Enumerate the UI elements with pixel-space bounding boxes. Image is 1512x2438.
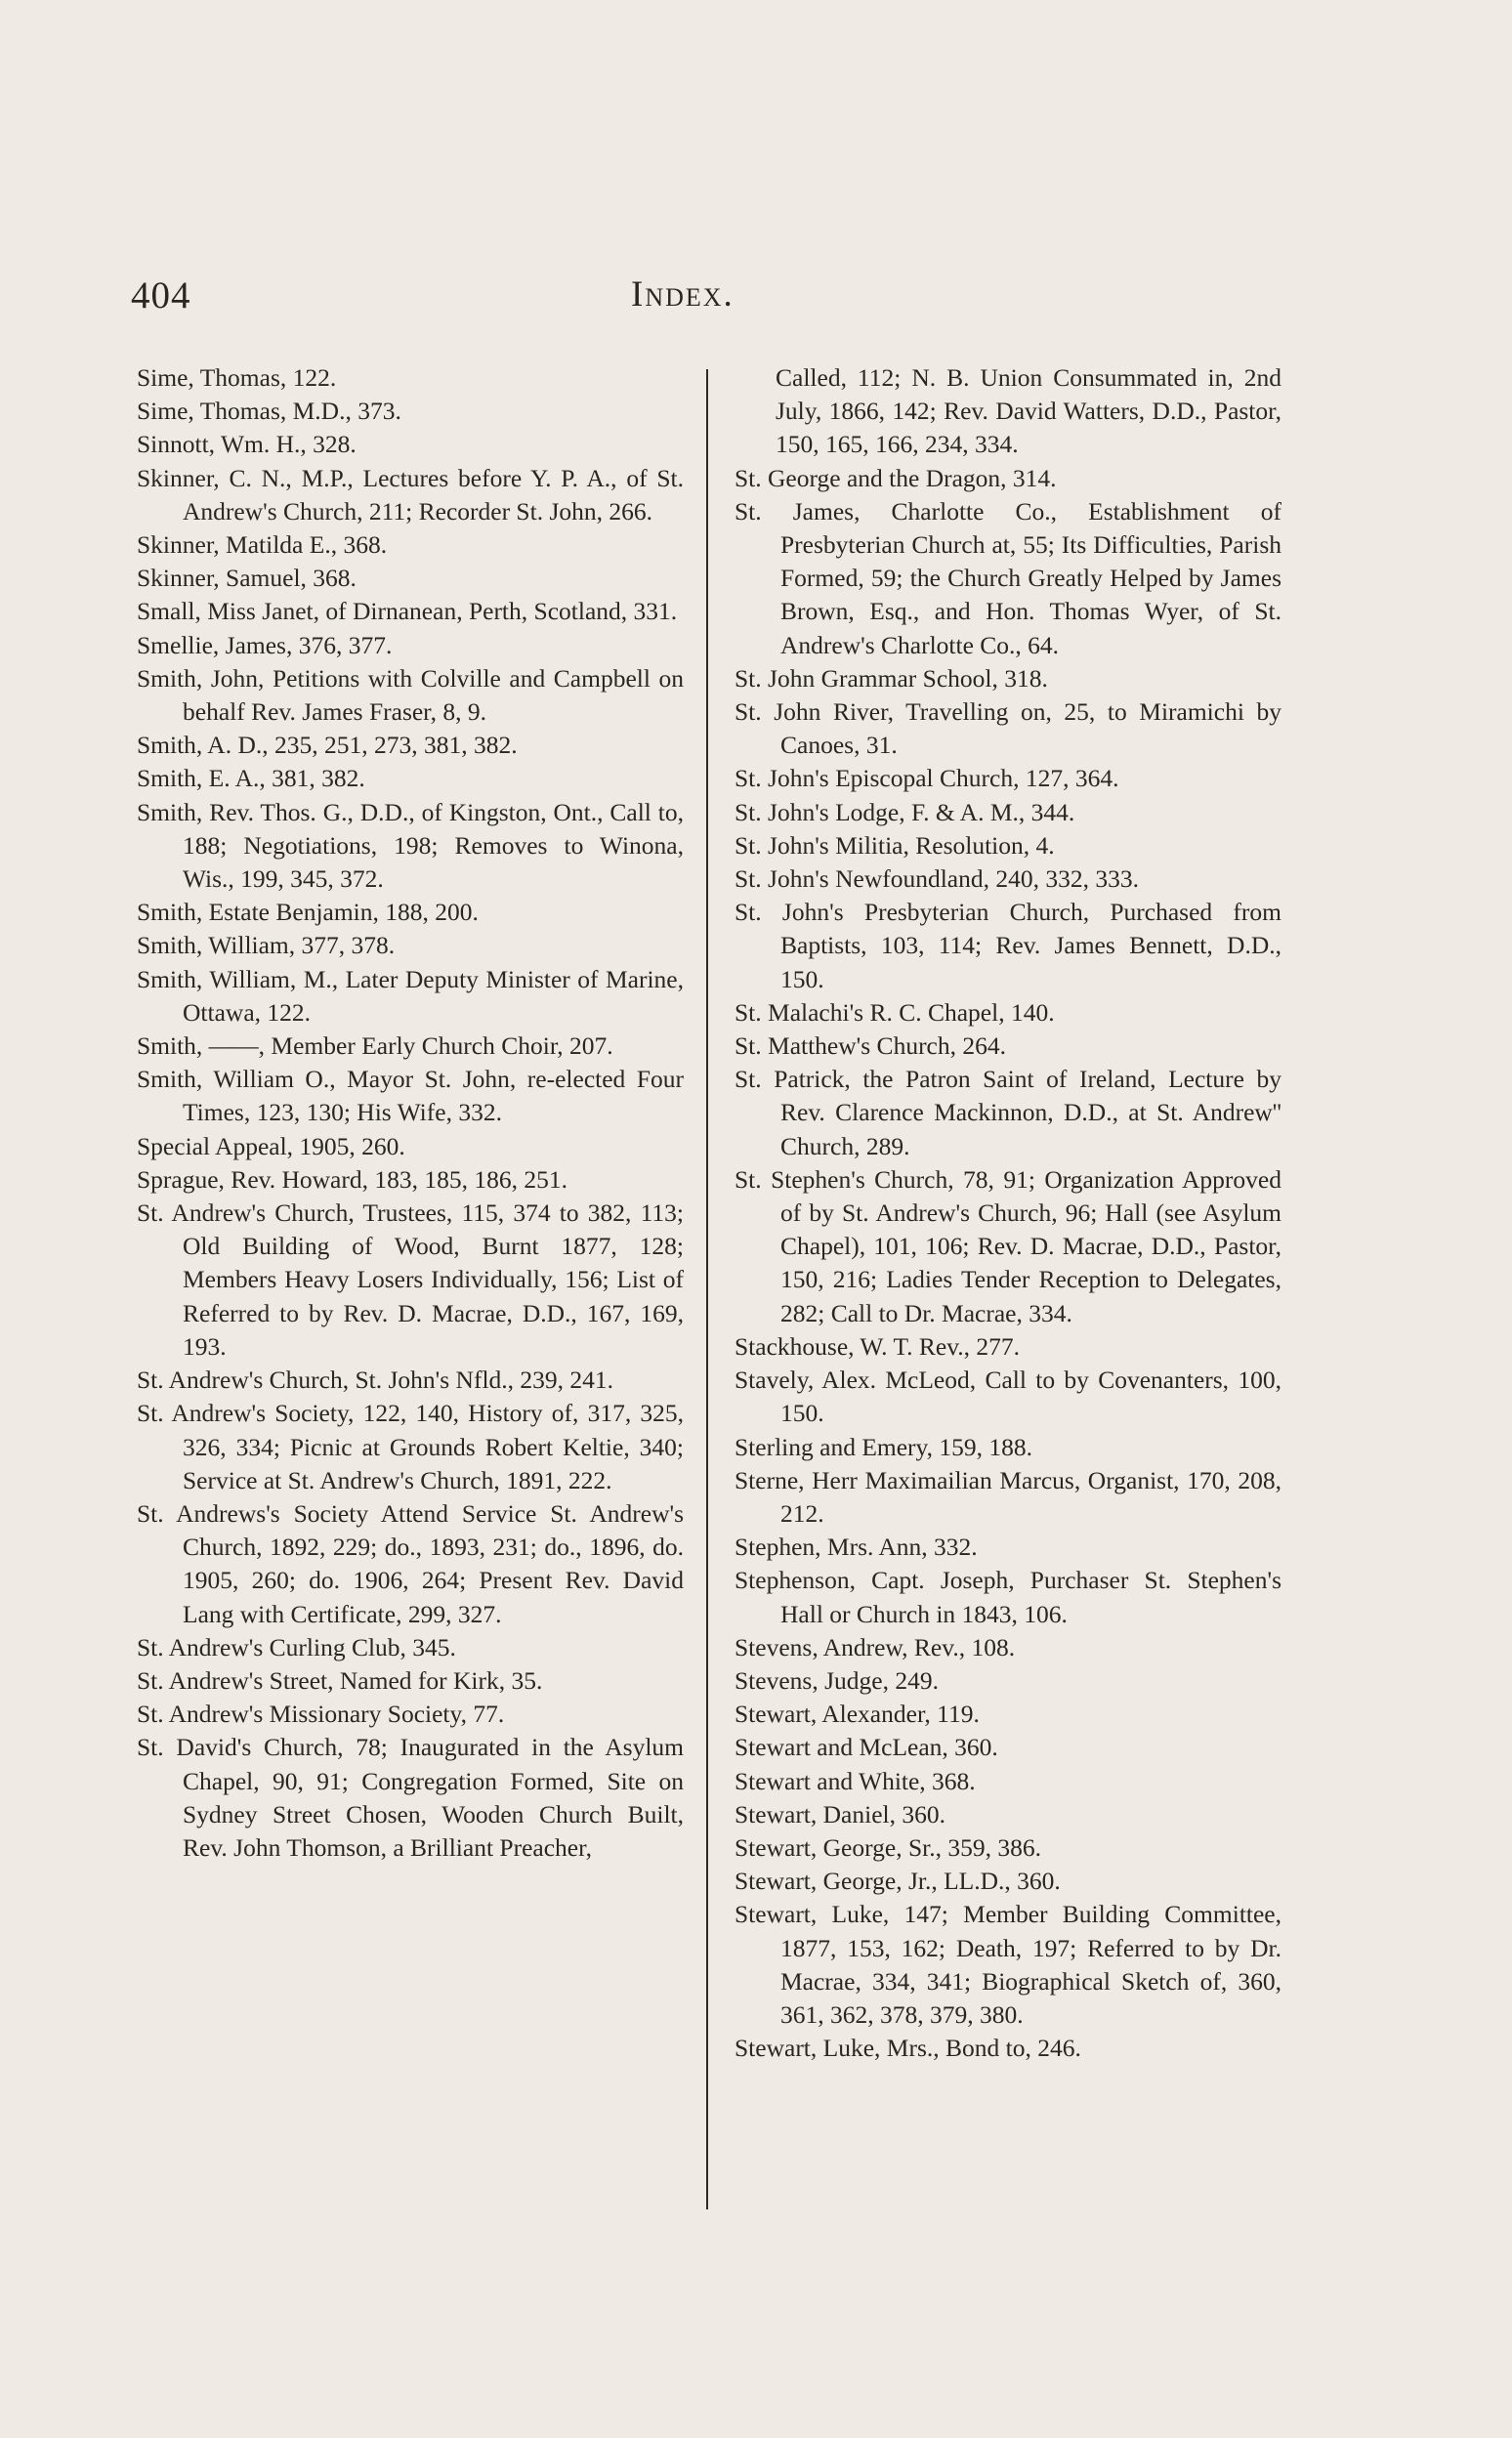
index-entry: St. John River, Travelling on, 25, to Miramichi by Canoes, 31. (735, 697, 1281, 760)
index-entry: Stewart, George, Sr., 359, 386. (735, 1832, 1041, 1862)
index-entry: St. John's Episcopal Church, 127, 364. (735, 764, 1119, 793)
index-entry: Smith, Estate Benjamin, 188, 200. (137, 898, 479, 927)
index-entry: St. John's Lodge, F. & A. M., 344. (735, 797, 1075, 826)
index-entry: Stewart, Alexander, 119. (735, 1700, 980, 1729)
index-entry: Stewart, George, Jr., LL.D., 360. (735, 1867, 1061, 1896)
index-entry: Smith, A. D., 235, 251, 273, 381, 382. (137, 731, 518, 760)
index-entry: Stewart and McLean, 360. (735, 1733, 998, 1762)
index-entry: Sinnott, Wm. H., 328. (137, 430, 357, 459)
index-entry: St. Matthew's Church, 264. (735, 1031, 1006, 1061)
index-entry: Stephenson, Capt. Joseph, Purchaser St. Stephen's Hall or Church in 1843, 106. (735, 1566, 1281, 1628)
index-entry: St. Andrew's Society, 122, 140, History of, 317, 325, 326, 334; Picnic at Grounds Robert Keltie, 340; Service at St. Andrew's Church, 1891, 222. (137, 1399, 684, 1494)
index-entry: Smith, E. A., 381, 382. (137, 764, 365, 793)
column-divider (706, 369, 708, 2209)
index-entry: St. Andrew's Missionary Society, 77. (137, 1700, 505, 1729)
index-entry: St. Andrew's Church, St. John's Nfld., 239, 241. (137, 1366, 614, 1395)
index-entry: St. James, Charlotte Co., Establishment of Presbyterian Church at, 55; Its Difficulties, Parish Formed, 59; the Church Greatly Helped by James Brown, Esq., and Hon. Thomas Wyer, of St. Andrew's Charlotte Co., 64. (735, 496, 1281, 659)
index-column-right (735, 361, 1281, 2065)
index-entry: Smith, Rev. Thos. G., D.D., of Kingston, Ont., Call to, 188; Negotiations, 198; Removes to Winona, Wis., 199, 345, 372. (137, 797, 684, 894)
index-entry: St. Malachi's R. C. Chapel, 140. (735, 997, 1055, 1027)
index-entry: Sime, Thomas, 122. (137, 363, 337, 392)
index-entry: St. Andrew's Curling Club, 345. (137, 1632, 456, 1661)
index-entry: Skinner, Samuel, 368. (137, 564, 357, 593)
index-entry: St. John's Newfoundland, 240, 332, 333. (735, 864, 1140, 894)
index-entry: Stewart and White, 368. (735, 1766, 976, 1795)
index-entry: Sterne, Herr Maximailian Marcus, Organist, 170, 208, 212. (735, 1465, 1281, 1528)
index-entry: Stevens, Andrew, Rev., 108. (735, 1632, 1016, 1661)
index-entry: Smellie, James, 376, 377. (137, 630, 393, 659)
index-entry: Sime, Thomas, M.D., 373. (137, 397, 401, 426)
index-entry: Smith, William O., Mayor St. John, re-elected Four Times, 123, 130; His Wife, 332. (137, 1065, 684, 1127)
index-entry: Smith, ——, Member Early Church Choir, 207. (137, 1031, 613, 1061)
index-entry: Sprague, Rev. Howard, 183, 185, 186, 251. (137, 1164, 567, 1194)
index-entry-continuation: Called, 112; N. B. Union Consummated in, 2nd July, 1866, 142; Rev. David Watters, D.D., Pastor, 150, 165, 166, 234, 334. (776, 363, 1281, 459)
page-title: Index. (631, 274, 735, 315)
index-entry: St. Andrews's Society Attend Service St. Andrew's Church, 1892, 229; do., 1893, 231; do., 1896, do. 1905, 260; do. 1906, 264; Present Rev. David Lang with Certificate, 299, 327. (137, 1498, 684, 1628)
index-entry: St. John's Militia, Resolution, 4. (735, 830, 1055, 860)
index-entry: St. George and the Dragon, 314. (735, 463, 1057, 492)
index-entry: St. Andrew's Street, Named for Kirk, 35. (137, 1665, 543, 1695)
index-entry: Sterling and Emery, 159, 188. (735, 1432, 1033, 1461)
index-entry: Stewart, Luke, Mrs., Bond to, 246. (735, 2034, 1081, 2063)
index-entry: Skinner, Matilda E., 368. (137, 530, 388, 560)
index-entry: Stewart, Luke, 147; Member Building Committee, 1877, 153, 162; Death, 197; Referred to by Dr. Macrae, 334, 341; Biographical Sketch of, 360, 361, 362, 378, 379, 380. (735, 1900, 1281, 2029)
index-entry: Skinner, C. N., M.P., Lectures before Y. P. A., of St. Andrew's Church, 211; Recorder St. John, 266. (137, 463, 684, 525)
index-entry: Stephen, Mrs. Ann, 332. (735, 1533, 978, 1562)
page-number: 404 (131, 274, 191, 316)
index-entry: St. John Grammar School, 318. (735, 663, 1048, 693)
index-column-left (137, 361, 684, 1865)
index-entry: Smith, William, 377, 378. (137, 931, 396, 960)
index-entry: St. David's Church, 78; Inaugurated in the Asylum Chapel, 90, 91; Congregation Formed, Site on Sydney Street Chosen, Wooden Church Built, Rev. John Thomson, a Brilliant Preacher, (137, 1733, 684, 1862)
index-entry: Stackhouse, W. T. Rev., 277. (735, 1331, 1021, 1361)
index-entry: Stewart, Daniel, 360. (735, 1799, 945, 1828)
index-entry: St. Andrew's Church, Trustees, 115, 374 to 382, 113; Old Building of Wood, Burnt 1877, 128; Members Heavy Losers Individually, 156; List of Referred to by Rev. D. Macrae, D.D., 167, 169, 193. (137, 1198, 684, 1361)
index-entry: Small, Miss Janet, of Dirnanean, Perth, Scotland, 331. (137, 597, 678, 626)
index-entry: Smith, William, M., Later Deputy Minister of Marine, Ottawa, 122. (137, 964, 684, 1027)
index-entry: Smith, John, Petitions with Colville and Campbell on behalf Rev. James Fraser, 8, 9. (137, 663, 684, 727)
index-entry: Stavely, Alex. McLeod, Call to by Covenanters, 100, 150. (735, 1366, 1281, 1428)
index-entry: St. Patrick, the Patron Saint of Ireland, Lecture by Rev. Clarence Mackinnon, D.D., at St. Andrew'' Church, 289. (735, 1065, 1281, 1160)
index-entry: Stevens, Judge, 249. (735, 1665, 939, 1695)
index-entry: Special Appeal, 1905, 260. (137, 1131, 405, 1160)
index-entry: St. John's Presbyterian Church, Purchased from Baptists, 103, 114; Rev. James Bennett, D.D., 150. (735, 898, 1281, 993)
index-entry: St. Stephen's Church, 78, 91; Organization Approved of by St. Andrew's Church, 96; Hall (see Asylum Chapel), 101, 106; Rev. D. Macrae, D.D., Pastor, 150, 216; Ladies Tender Reception to Delegates, 282; Call to Dr. Macrae, 334. (735, 1164, 1281, 1327)
